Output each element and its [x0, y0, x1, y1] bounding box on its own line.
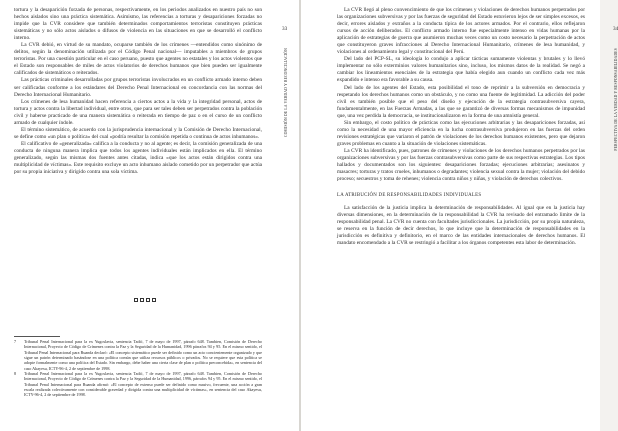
footnote	[14, 339, 262, 371]
ornament-square	[152, 298, 156, 302]
right-paragraph: La satisfacción de la justicia implica la determinación de responsabilidades. Al igual que en la justicia hay diversas dimensiones, en la determinación de la responsabilidad la CVR ha revisado del entramado limite de la responsabilidad penal. La CVR no cuenta con facultades jurisdiccionales. La jurisdicción, por su propia naturaleza, se reserva en la función de decir derechos, lo que incluye que la determinación de responsabilidades en la jurisdicción es definitiva y definitorio, en el marco de las entidades internacionales de derechos humanos. El mandato encomendado a la CVR se restringió a facilitar a los órganos competentes esta labor de determinación.	[337, 205, 585, 247]
left-body-text	[14, 7, 262, 176]
left-paragraph: El calificativo de «generalizada» califica a la conducta y no al agente; es decir, la comisión generalizada de una conducta de ninguna manera implica que todos los agentes individuales están implicados en ella. El término generalizado, según las mismas dos fuentes antes citadas, indica «que los actos están dirigidos contra una multiplicidad de víctimas». Este requisito excluye un acto inhumano aislado cometido por un perpetrador que actúa por su propia iniciativa y dirigido contra una sola víctima.	[14, 140, 262, 176]
left-paragraph: tortura y la desaparición forzada de personas, respectivamente, en los periodos analizados en nuestro país no son hechos aislados sino una práctica sistemática. Asimismo, las referencias a torturas y desapariciones forzadas no impide que la CVR considere que también determinados comportamientos terroristas constituyen prácticas sistemáticas y no sólo actos aislados o difusos de violencia en las situaciones en que se desarrolló el conflicto interno.	[14, 7, 262, 42]
ornament-square	[134, 298, 138, 302]
right-paragraph: La CVR llegó al pleno convencimiento de que los crímenes y violaciones de derechos humanos perpetrados por las organizaciones subversivas y por las fuerzas de seguridad del Estado estuvieron lejos de ser simples excesos, es decir, errores aislados y extraños a la conducta típica de los actores armados. Por el contrario, ellos reflejaron cursos de acción deliberados. El conflicto armado interno fue especialmente intenso en vidas humanas por la aplicación de estrategias de guerra que asumieron muchas veces como un costo necesario la perpetración de actos que constituyeron graves infracciones al Derecho Internacional Humanitario, crímenes de lesa humanidad, y violaciones al ordenamiento legal y constitucional del Perú.	[337, 7, 585, 56]
footnotes	[14, 339, 262, 398]
section-break-ornament	[134, 298, 156, 302]
left-paragraph: Los crímenes de lesa humanidad hacen referencia a ciertos actos a la vida y la integridad personal, actos de tortura y actos contra la libertad individual, entre otros, que para ser tales deben ser perpetrados contra la población civil y haberse practicado de una manera sistemática o reiterada en tiempo de paz o en el curso de un conflicto armado de cualquier índole.	[14, 98, 262, 126]
footnote-rule	[14, 336, 60, 337]
right-running-head: PERSPECTIVA DE LA VERDAD Y RESPONSABILIDADES	[614, 48, 618, 151]
right-page	[301, 0, 618, 431]
section-heading: LA ATRIBUCIÓN DE RESPONSABILIDADES INDIVIDUALES	[337, 193, 482, 199]
ornament-square	[146, 298, 150, 302]
right-paragraph: Sin embargo, el costo político de prácticas como las ejecuciones arbitrarias y las desapariciones forzadas, así como la necesidad de una mayor eficiencia en la lucha contrasubversiva produjeron en las fuerzas del orden revisiones estratégicas que variaron el patrón de violaciones de los derechos humanos existentes, pero que dejaron graves problemas en cuanto a la situación de violaciones sistemáticas.	[337, 119, 585, 147]
footnote-text: Tribunal Penal Internacional para la ex Yugoslavia, sentencia Tadić, 7 de mayo de 1997, párrafo 648. Tambien, Comisión de Derecho Internacional, Proyecto de Código de Crímenes contra la Paz y la Seguridad de la Humanidad, 1996, párrafos 94 y 95. En el mismo sentido, el Tribunal Penal Internacional para Ruanda afirmó: «El concepto de extenso puede ser definido como masivo, frecuente, una acción a gran escala realizada colectivamente con considerable gravedad y dirigida contra una multiplicidad de víctimas», en sentencia del caso Akayesu, ICTY-96-4, 2 de septiembre de 1998.	[24, 371, 262, 398]
right-page-number: 34	[613, 26, 618, 32]
right-paragraph: Del lado de los agentes del Estado, esta posibilidad el tono de reprimir a la subversión en democracia y respetando los derechos humanos como un obstáculo, y no como una fuente de legitimidad. La adicción del poder civil es también posible que el peso del diseño y ejecución de la estrategia contrasubversiva cayera, fundamentalmente, en las Fuerzas Armadas, a las que se garantizó de diversas formas mecanismos de impunidad que, una vez perdida la democracia, se institucionalizaron en la forma de una amnistía general.	[337, 84, 585, 119]
left-paragraph: El término sistemático, de acuerdo con la jurisprudencia internacional y la Comisión de Derecho Internacional, se define como «un plan o política» del cual «podría resultar la comisión repetida o continua de actos inhumanos».	[14, 126, 262, 140]
footnote	[14, 371, 262, 398]
left-page	[0, 0, 299, 431]
footnote-text: Tribunal Penal Internacional para la ex Yugoslavia, sentencia Tadić, 7 de mayo de 1997, párrafo 648. Tambien, Comisión de Derecho Internacional, Proyecto de Código de Crímenes contra la Paz y la Seguridad de la Humanidad, 1996 párrafos 94 y 95. En el mismo sentido, el Tribunal Penal Internacional para Ruanda declaró: «El concepto sistemático puede ser definido como un acto concientemente organizado y que sigue un patrón determinado basándose en una política común que utiliza recursos públicos o privados. No se requiere que esta política se adopte formalmente como una política del Estado. Sin embargo, debe haber una cierta clase de plan o política preconcebida», en sentencia del caso Akayesu, ICTY-96-4, 2 de septiembre de 1998.	[24, 339, 262, 371]
footnote-number: 8	[14, 371, 17, 377]
right-paragraph: Del lado del PCP-SL, su ideología lo condujo a aplicar tácticas sumamente violentas y brutales y lo llevó implementar no sólo exterminios valores humanitarios sino, incluso, los mismos datos de la realidad. Se negó a cambiar los lineamientos esenciales de la estrategia que había elegido aun cuando un conflicto cada vez más expandido e intenso era favorable a su causa.	[337, 56, 585, 84]
footnote-number: 7	[14, 339, 17, 344]
left-page-number: 33	[282, 26, 288, 32]
left-running-head: COMISIÓN DE LA VERDAD Y RECONCILIACIÓN	[284, 48, 288, 137]
ornament-square	[140, 298, 144, 302]
right-body-text	[337, 7, 585, 248]
right-paragraph: La CVR ha identificado, pues, patrones de crímenes y violaciones de los derechos humanos perpetrados por las organizaciones subversivas y por las fuerzas contrasubversivas como parte de sus respectivas estrategias. Los tipos hallados y documentados son los siguientes: desapariciones forzadas; ejecuciones arbitrarias; asesinatos y masacres; torturas y tratos crueles, inhumanos o degradantes; violencia sexual contra la mujer; violación del debido proceso; secuestros y toma de rehenes; violencia contra niños y niñas, y violación de derechos colectivos.	[337, 147, 585, 183]
left-paragraph: La CVR debió, en virtud de su mandato, ocuparse también de los crímenes —entendidos como sinónimo de delitos, según la denominación utilizada por el Código Penal nacional— imputables a miembros de grupos terroristas. Por una cuestión particular en el caso peruano, puesto que agentes no estatales y los actos violentos que el Estado son responsables de miles de actos violatorios de derechos humanos que bien pueden ser igualmente calificados de sistemáticos o reiterados.	[14, 42, 262, 77]
left-paragraph: Las prácticas criminales desarrolladas por grupos terroristas involucrados en un conflicto armado interno deben ser calificadas conforme a los estándares del Derecho Penal Internacional en concordancia con las normas del Derecho Internacional Humanitario.	[14, 77, 262, 98]
